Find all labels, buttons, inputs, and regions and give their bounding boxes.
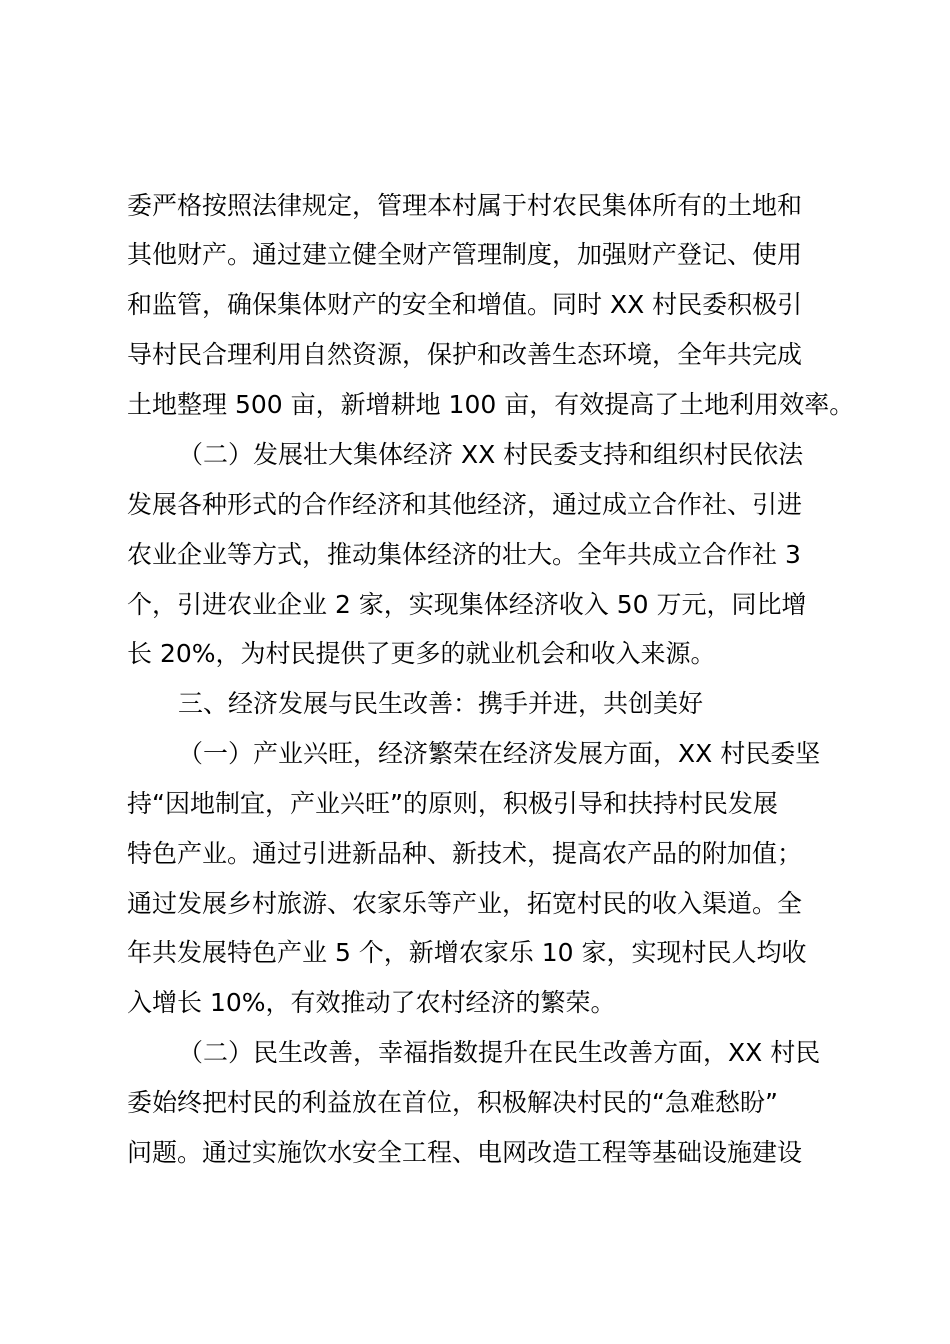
text-line: 入增长 10%，有效推动了农村经济的繁荣。: [127, 988, 616, 1017]
text-line: 其他财产。通过建立健全财产管理制度，加强财产登记、使用: [127, 240, 803, 269]
text-line: 持“因地制宜，产业兴旺”的原则，积极引导和扶持村民发展: [127, 789, 778, 818]
section-heading: 三、经济发展与民生改善：携手并进，共创美好: [178, 689, 704, 718]
text-line: 委严格按照法律规定，管理本村属于村农民集体所有的土地和: [127, 191, 803, 220]
text-line: 年共发展特色产业 5 个，新增农家乐 10 家，实现村民人均收: [127, 938, 807, 967]
text-line: 导村民合理利用自然资源，保护和改善生态环境，全年共完成: [127, 340, 803, 369]
text-line: 发展各种形式的合作经济和其他经济，通过成立合作社、引进: [127, 490, 803, 519]
text-line: 长 20%，为村民提供了更多的就业机会和收入来源。: [127, 639, 716, 668]
text-line: 通过发展乡村旅游、农家乐等产业，拓宽村民的收入渠道。全: [127, 889, 803, 918]
text-line: 农业企业等方式，推动集体经济的壮大。全年共成立合作社 3: [127, 540, 801, 569]
text-line: 个，引进农业企业 2 家，实现集体经济收入 50 万元，同比增: [127, 590, 807, 619]
paragraph-heading-line: （二）民生改善，幸福指数提升在民生改善方面，XX 村民: [178, 1038, 821, 1067]
text-line: 问题。通过实施饮水安全工程、电网改造工程等基础设施建设: [127, 1138, 803, 1167]
text-line: 委始终把村民的利益放在首位，积极解决村民的“急难愁盼”: [127, 1088, 778, 1117]
text-line: 和监管，确保集体财产的安全和增值。同时 XX 村民委积极引: [127, 290, 803, 319]
text-line: 土地整理 500 亩，新增耕地 100 亩，有效提高了土地利用效率。: [127, 390, 855, 419]
paragraph-heading-line: （一）产业兴旺，经济繁荣在经济发展方面，XX 村民委坚: [178, 739, 821, 768]
paragraph-heading-line: （二）发展壮大集体经济 XX 村民委支持和组织村民依法: [178, 440, 804, 469]
text-line: 特色产业。通过引进新品种、新技术，提高农产品的附加值；: [127, 839, 803, 868]
